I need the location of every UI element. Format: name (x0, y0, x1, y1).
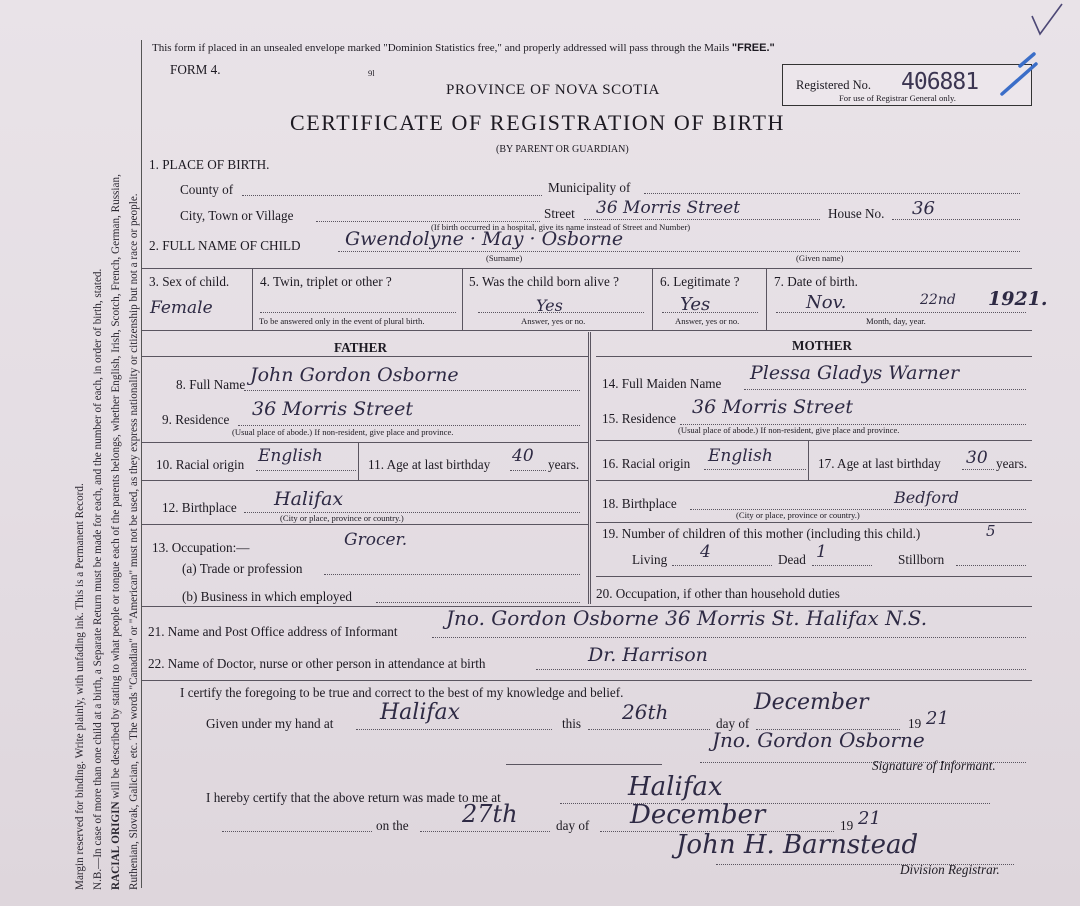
living-line (672, 565, 772, 566)
house-value: 36 (912, 198, 935, 219)
dob-label: 7. Date of birth. (774, 274, 858, 289)
living-value: 4 (700, 542, 711, 562)
mail-notice (152, 42, 775, 54)
col-divider-3 (652, 268, 653, 330)
parents-divider (588, 332, 591, 604)
father-residence-note: (Usual place of abode.) If non-resident, give place and province. (232, 427, 454, 437)
on-the-label: on the (376, 818, 409, 833)
mother-race-value: English (708, 446, 773, 466)
father-business-label: (b) Business in which employed (182, 589, 352, 604)
alive-value: Yes (536, 296, 563, 315)
child-name-line (338, 251, 1020, 252)
father-age-label: 11. Age at last birthday (368, 457, 491, 472)
mother-rule-2 (596, 480, 1032, 481)
col-divider-4 (766, 268, 767, 330)
informant-value: Jno. Gordon Osborne 36 Morris St. Halifax N.S. (446, 606, 928, 630)
racial-origin-text: will be described by stating to what people or tongue each of the parents belongs, whether English, Irish, Scotch, French, German, Russian, (110, 174, 122, 802)
this-label: this (562, 716, 582, 731)
mother-children-label: 19. Number of children of this mother (including this child.) (602, 526, 921, 541)
doctor-value: Dr. Harrison (588, 644, 708, 666)
father-rule-3 (142, 524, 588, 525)
twin-label: 4. Twin, triplet or other ? (260, 274, 392, 289)
mail-notice-text: This form if placed in an unsealed envelope marked "Dominion Statistics free," and properly addressed will pass through the Mails (152, 42, 730, 54)
registrar-use-note: For use of Registrar General only. (839, 93, 956, 103)
street-value: 36 Morris Street (596, 198, 741, 218)
registrar-place-line (560, 803, 990, 804)
father-name-value: John Gordon Osborne (250, 364, 459, 386)
father-race-value: English (258, 446, 323, 466)
dob-year: 1921. (988, 288, 1048, 310)
mother-years-label: years. (996, 456, 1028, 471)
father-occupation-value: Grocer. (344, 530, 408, 550)
twin-note: To be answered only in the event of plural birth. (259, 316, 425, 326)
blue-check-mark (980, 0, 1070, 100)
mother-birthplace-label: 18. Birthplace (602, 496, 677, 511)
father-age-line (510, 470, 546, 471)
house-line (892, 219, 1020, 220)
mother-birthplace-value: Bedford (894, 488, 959, 507)
municipality-label: Municipality of (548, 180, 631, 195)
father-occupation-label: 13. Occupation:— (152, 540, 250, 555)
mother-race-label: 16. Racial origin (602, 456, 691, 471)
given-name-note: (Given name) (796, 253, 844, 263)
father-name-label: 8. Full Name (176, 377, 246, 392)
father-birthplace-value: Halifax (274, 488, 344, 510)
certificate-title: CERTIFICATE OF REGISTRATION OF BIRTH (290, 110, 785, 135)
certificate-subtitle: (BY PARENT OR GUARDIAN) (496, 144, 629, 155)
margin-note-binding: Margin reserved for binding. Write plainly, with unfading ink. This is a Permanent Record. (74, 483, 86, 890)
this-day-value: 26th (622, 700, 669, 724)
registrar-certify-text: I hereby certify that the above return was made to me at (206, 790, 501, 805)
stillborn-label: Stillborn (898, 552, 945, 567)
informant-label: 21. Name and Post Office address of Informant (148, 624, 398, 639)
signature-of-informant-label: Signature of Informant. (872, 758, 996, 773)
alive-note: Answer, yes or no. (521, 316, 586, 326)
municipality-line (644, 193, 1020, 194)
row-divider-top (142, 268, 1032, 269)
mother-race-divider (808, 440, 809, 480)
hospital-note: (If birth occurred in a hospital, give its name instead of Street and Number) (431, 222, 691, 232)
racial-origin-heading: RACIAL ORIGIN (110, 801, 122, 890)
dead-label: Dead (778, 552, 806, 567)
father-years-label: years. (548, 457, 580, 472)
registered-label: Registered No. (796, 78, 871, 92)
mother-occupation-label: 20. Occupation, if other than household duties (596, 586, 840, 601)
mother-children-value: 5 (986, 522, 996, 540)
mother-rule-3 (596, 522, 1032, 523)
mother-age-value: 30 (966, 448, 988, 468)
month-value: December (754, 690, 869, 715)
on-the-lead-line (222, 831, 372, 832)
father-rule-1 (142, 442, 588, 443)
reg-year-prefix: 19 (840, 818, 854, 833)
form-number: FORM 4. (170, 62, 221, 77)
mother-name-label: 14. Full Maiden Name (602, 376, 722, 391)
street-line (584, 219, 820, 220)
county-label: County of (180, 182, 234, 197)
mother-heading-rule (596, 356, 1032, 357)
mother-residence-value: 36 Morris Street (692, 396, 853, 418)
doctor-label: 22. Name of Doctor, nurse or other person in attendance at birth (148, 656, 486, 671)
row-divider-bottom (142, 330, 1032, 331)
mother-age-label: 17. Age at last birthday (818, 456, 941, 471)
stillborn-line (956, 565, 1026, 566)
surname-note: (Surname) (486, 253, 523, 263)
mother-age-line (962, 469, 994, 470)
province-heading: PROVINCE OF NOVA SCOTIA (446, 82, 660, 98)
mother-name-line (744, 389, 1026, 390)
mother-residence-note: (Usual place of abode.) If non-resident, give place and province. (678, 425, 900, 435)
registrar-place-value: Halifax (628, 772, 723, 802)
legitimate-note: Answer, yes or no. (675, 316, 740, 326)
father-business-line (376, 602, 580, 603)
reg-year-suffix: 21 (858, 808, 881, 829)
county-line (242, 195, 542, 196)
place-of-birth-heading: 1. PLACE OF BIRTH. (149, 157, 270, 172)
father-residence-label: 9. Residence (162, 412, 230, 427)
given-label: Given under my hand at (206, 716, 334, 731)
informant-sig-short-rule (506, 764, 662, 765)
year-prefix: 19 (908, 716, 922, 731)
division-registrar-label: Division Registrar. (900, 862, 1000, 877)
col-divider-1 (252, 268, 253, 330)
reg-day-of-label: day of (556, 818, 590, 833)
mother-race-line (704, 469, 806, 470)
father-age-value: 40 (512, 446, 534, 466)
mother-residence-label: 15. Residence (602, 411, 676, 426)
father-race-line (256, 470, 356, 471)
mother-rule-1 (596, 440, 1032, 441)
house-label: House No. (828, 206, 885, 221)
dob-day: 22nd (920, 292, 956, 308)
stray-mark: 9l (368, 68, 375, 78)
mother-birthplace-note: (City or place, province or country.) (736, 510, 860, 520)
dead-line (812, 565, 872, 566)
legitimate-label: 6. Legitimate ? (660, 274, 740, 289)
year-suffix: 21 (926, 708, 949, 729)
sex-label: 3. Sex of child. (149, 274, 230, 289)
reg-day-value: 27th (462, 800, 518, 828)
living-label: Living (632, 552, 668, 567)
father-race-label: 10. Racial origin (156, 457, 245, 472)
mother-name-value: Plessa Gladys Warner (750, 362, 960, 384)
father-race-divider (358, 442, 359, 480)
reg-month-value: December (630, 800, 766, 830)
child-name-label: 2. FULL NAME OF CHILD (149, 238, 301, 253)
sex-value: Female (150, 298, 213, 318)
margin-note-nationality: Ruthenian, Slovak, Galician, etc. The words "Canadian" or "American" must not be used, as they express nationality or citizenship but not a race or people. (128, 193, 140, 890)
father-rule-2 (142, 480, 588, 481)
twin-line (260, 312, 456, 313)
mother-heading: MOTHER (792, 338, 853, 353)
father-name-line (244, 390, 580, 391)
certify-text: I certify the foregoing to be true and correct to the best of my knowledge and belief. (180, 685, 624, 700)
margin-note-racial-origin (110, 174, 122, 890)
father-birthplace-note: (City or place, province or country.) (280, 513, 404, 523)
this-day-line (588, 729, 710, 730)
dob-month: Nov. (806, 292, 847, 313)
father-heading: FATHER (334, 340, 387, 355)
reg-day-line (420, 831, 550, 832)
father-birthplace-label: 12. Birthplace (162, 500, 237, 515)
certification-rule (142, 680, 1032, 681)
informant-line (432, 637, 1026, 638)
father-residence-line (238, 425, 580, 426)
dob-note: Month, day, year. (866, 316, 926, 326)
father-heading-rule (142, 356, 588, 357)
street-label: Street (544, 206, 575, 221)
doctor-line (536, 669, 1026, 670)
informant-signature: Jno. Gordon Osborne (712, 728, 925, 752)
child-name-value: Gwendolyne · May · Osborne (345, 228, 624, 250)
father-residence-value: 36 Morris Street (252, 398, 413, 420)
legitimate-value: Yes (680, 294, 711, 315)
mail-notice-free: "FREE." (731, 42, 775, 54)
registrar-signature: John H. Barnstead (676, 830, 919, 860)
day-of-label: day of (716, 716, 750, 731)
city-label: City, Town or Village (180, 208, 294, 223)
father-trade-label: (a) Trade or profession (182, 561, 303, 576)
given-place-value: Halifax (380, 700, 461, 725)
mother-rule-4 (596, 576, 1032, 577)
alive-label: 5. Was the child born alive ? (469, 274, 619, 289)
father-trade-line (324, 574, 580, 575)
margin-note-multiple-births: N.B.—In case of more than one child at a birth, a Separate Return must be made for each, and the number of each, in order of birth, stated. (92, 268, 104, 890)
given-place-line (356, 729, 552, 730)
col-divider-2 (462, 268, 463, 330)
dead-value: 1 (816, 542, 827, 562)
registered-number: 406881 (901, 69, 979, 95)
